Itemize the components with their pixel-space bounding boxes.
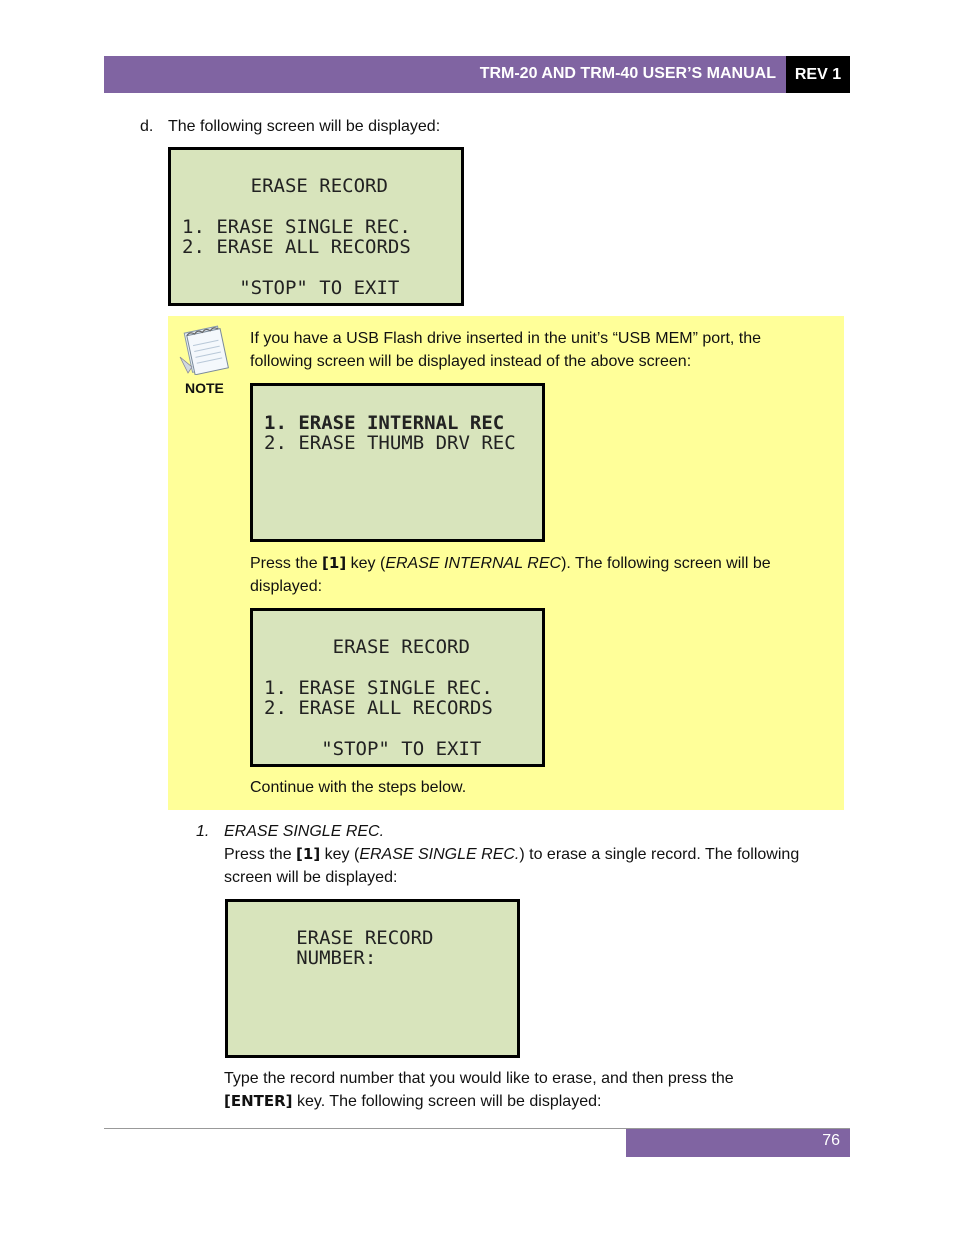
step-1-press-text (224, 843, 799, 866)
note-continue-text: Continue with the steps below. (250, 779, 467, 796)
step-1-title: ERASE SINGLE REC. (224, 823, 385, 840)
step-1-marker: 1. (196, 823, 210, 840)
lcd-line (264, 657, 542, 678)
lcd-line: ERASE RECORD (182, 174, 388, 197)
lcd-line: ERASE RECORD (264, 635, 470, 658)
lcd-line (182, 258, 461, 279)
note-intro-line1: If you have a USB Flash drive inserted in the unit’s “USB MEM” port, the (250, 330, 762, 347)
lcd-line: "STOP" TO EXIT (182, 277, 400, 299)
lcd-line (264, 719, 542, 740)
lcd-line: 2. ERASE ALL RECORDS (264, 697, 493, 719)
lcd-line: ERASE RECORD (239, 926, 434, 949)
text-run: ). The following screen will be (561, 555, 771, 572)
lcd-line: 2. ERASE THUMB DRV REC (264, 432, 516, 454)
text-run: key. The following screen will be displayed: (292, 1093, 602, 1110)
note-press-text (250, 552, 771, 575)
menu-option-name: ERASE INTERNAL REC (385, 555, 562, 572)
lcd-screen-erase-source (250, 383, 545, 542)
text-run: key ( (320, 846, 360, 863)
header-title: TRM-20 AND TRM-40 USER’S MANUAL (479, 65, 776, 82)
notepad-icon (178, 323, 234, 375)
key-1-label: [1] (296, 845, 321, 863)
step-1-line2: screen will be displayed: (224, 869, 398, 886)
step-d-marker: d. (140, 118, 154, 135)
step-d-text: The following screen will be displayed: (168, 118, 441, 135)
note-intro-line2: following screen will be displayed instead of the above screen: (250, 353, 692, 370)
header-bar (104, 56, 786, 93)
type-text-line1: Type the record number that you would like to erase, and then press the (224, 1070, 734, 1087)
text-run: ) to erase a single record. The following (519, 846, 800, 863)
lcd-line: 1. ERASE SINGLE REC. (264, 676, 493, 699)
note-label: NOTE (185, 380, 224, 396)
lcd-line-selected: 1. ERASE INTERNAL REC (264, 411, 505, 434)
lcd-line: 1. ERASE SINGLE REC. (182, 215, 411, 238)
lcd-screen-erase-record-2 (250, 608, 545, 767)
text-run: Press the (250, 555, 323, 572)
text-run: Press the (224, 846, 297, 863)
footer-page-number: 76 (626, 1129, 850, 1157)
lcd-screen-erase-record (168, 147, 464, 306)
header-revision: REV 1 (786, 56, 850, 93)
lcd-line: 2. ERASE ALL RECORDS (182, 236, 411, 258)
lcd-screen-record-number (225, 899, 520, 1058)
page-header (104, 56, 850, 93)
lcd-line (182, 196, 461, 217)
menu-option-name: ERASE SINGLE REC. (359, 846, 520, 863)
text-run: key ( (346, 555, 386, 572)
type-text-line2 (224, 1090, 601, 1113)
key-enter-label: [ENTER] (224, 1092, 293, 1110)
key-1-label: [1] (322, 554, 347, 572)
lcd-line: NUMBER: (239, 947, 377, 969)
note-press-line2: displayed: (250, 578, 323, 595)
lcd-line: "STOP" TO EXIT (264, 738, 482, 760)
